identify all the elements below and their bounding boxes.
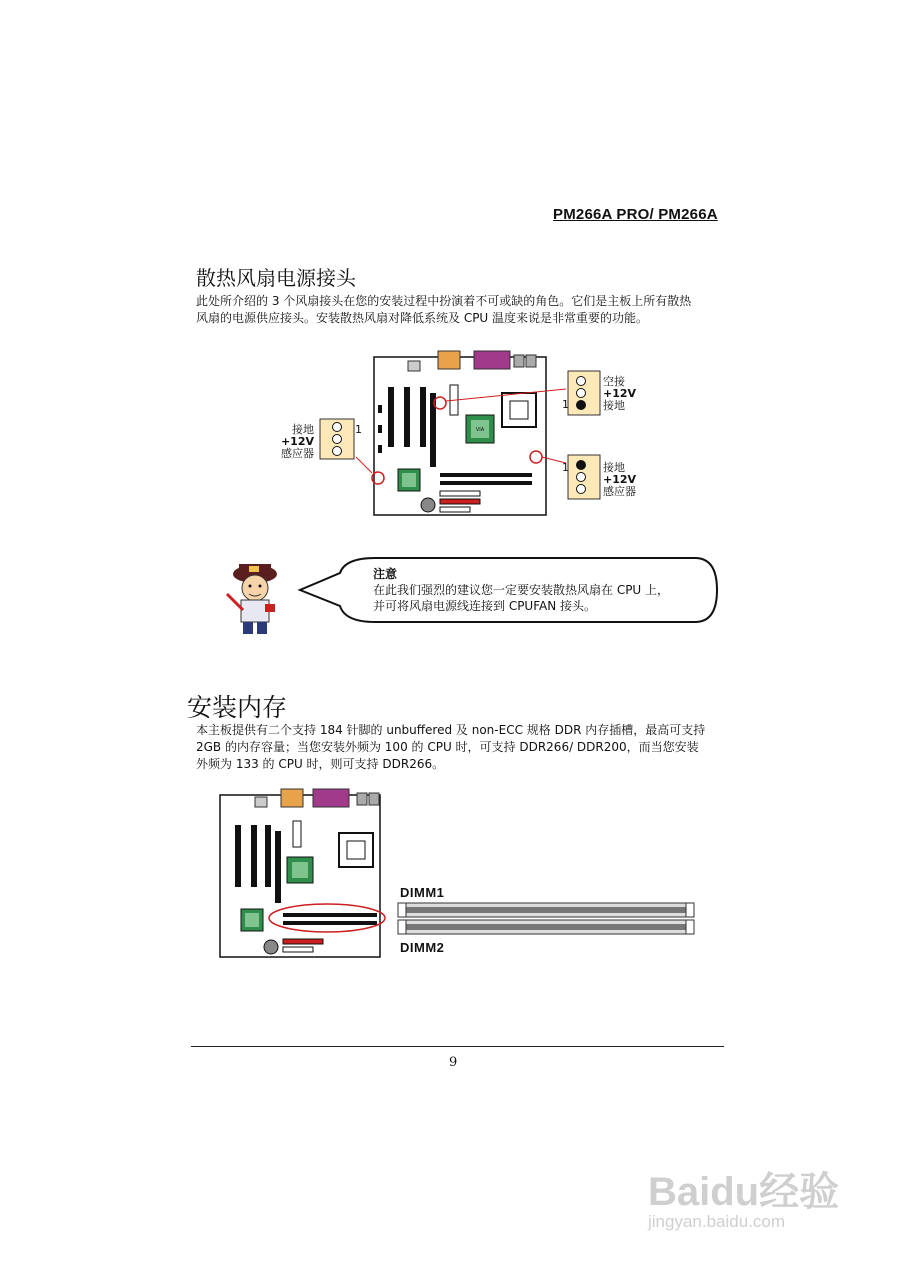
baidu-watermark-logo: Baidu经验	[648, 1170, 840, 1214]
io-port	[357, 793, 367, 805]
io-port	[313, 789, 349, 807]
pci-slot	[235, 825, 241, 887]
io-port	[408, 361, 420, 371]
dimm1-slot-enlarged	[398, 903, 694, 917]
fan-section-title: 散热风扇电源接头	[196, 266, 356, 290]
ide-connector	[283, 939, 323, 944]
io-port	[369, 793, 379, 805]
police-mascot-icon	[227, 564, 277, 634]
pin-label: +12V	[603, 473, 637, 486]
fan-section-paragraph	[196, 293, 741, 327]
memory-slot-diagram	[215, 785, 705, 965]
agp-slot	[430, 393, 436, 467]
note-title: 注意	[373, 567, 398, 581]
pci-slot	[265, 825, 271, 887]
pin-label: +12V	[280, 435, 314, 448]
dimm1-label: DIMM1	[400, 885, 445, 900]
dimm-slot	[440, 481, 532, 485]
ide-connector	[440, 491, 480, 496]
pci-slot	[251, 825, 257, 887]
dimm-slot	[283, 921, 377, 925]
note-text	[373, 582, 713, 614]
io-port	[526, 355, 536, 367]
paragraph-line: 外频为 133 的 CPU 时，则可支持 DDR266。	[196, 757, 445, 771]
paragraph-line: 2GB 的内存容量；当您安装外频为 100 的 CPU 时，可支持 DDR266/ DDR200，而当您安装	[196, 740, 699, 754]
pin1-marker: 1	[562, 398, 569, 411]
pin-label: 接地	[603, 461, 625, 474]
dimm2-slot-enlarged	[398, 920, 694, 934]
dimm-slot	[283, 913, 377, 917]
pin1-marker: 1	[355, 423, 362, 436]
battery	[264, 940, 278, 954]
chip-label: VIA	[475, 427, 485, 433]
left-connector-labels	[280, 424, 314, 460]
paragraph-line: 风扇的电源供应接头。安装散热风扇对降低系统及 CPU 温度来说是非常重要的功能。	[196, 311, 649, 325]
pin-label: 感应器	[603, 485, 636, 498]
model-header: PM266A PRO/ PM266A	[553, 206, 718, 223]
pin1-marker: 1	[562, 461, 569, 474]
floppy-connector	[440, 507, 470, 512]
bottom-right-connector-labels	[603, 462, 636, 498]
baidu-watermark-url: jingyan.baidu.com	[648, 1212, 786, 1231]
note-line: 并可将风扇电源线连接到 CPUFAN 接头。	[373, 599, 597, 613]
paragraph-line: 本主板提供有二个支持 184 针脚的 unbuffered 及 non-ECC 规格 DDR 内存插槽，最高可支持	[196, 723, 706, 737]
dimm2-label: DIMM2	[400, 940, 445, 955]
note-line: 在此我们强烈的建议您一定要安装散热风扇在 CPU 上，	[373, 583, 670, 597]
top-right-connector-labels	[603, 376, 636, 412]
pin-label: 接地	[292, 423, 314, 436]
paragraph-line: 此处所介绍的 3 个风扇接头在您的安装过程中扮演着不可或缺的角色。它们是主板上所有散热	[196, 294, 692, 308]
memory-section-title: 安装内存	[187, 693, 288, 722]
pin-label: 感应器	[281, 447, 314, 460]
battery	[421, 498, 435, 512]
agp-slot	[275, 831, 281, 903]
io-port	[281, 789, 303, 807]
footer-rule	[191, 1046, 724, 1047]
dimm-slot	[440, 473, 532, 477]
pci-slot	[388, 387, 394, 447]
floppy-connector	[283, 947, 313, 952]
page-number: 9	[449, 1055, 458, 1070]
io-port	[474, 351, 510, 369]
pci-slot	[404, 387, 410, 447]
ide-connector	[440, 499, 480, 504]
pin-label: 接地	[603, 399, 625, 412]
pci-slot	[420, 387, 426, 447]
memory-section-paragraph	[196, 722, 741, 773]
fan-connector-diagram	[270, 345, 650, 525]
pin-label: 空接	[603, 375, 625, 388]
pin-label: +12V	[603, 387, 637, 400]
io-port	[255, 797, 267, 807]
io-port	[438, 351, 460, 369]
io-port	[514, 355, 524, 367]
